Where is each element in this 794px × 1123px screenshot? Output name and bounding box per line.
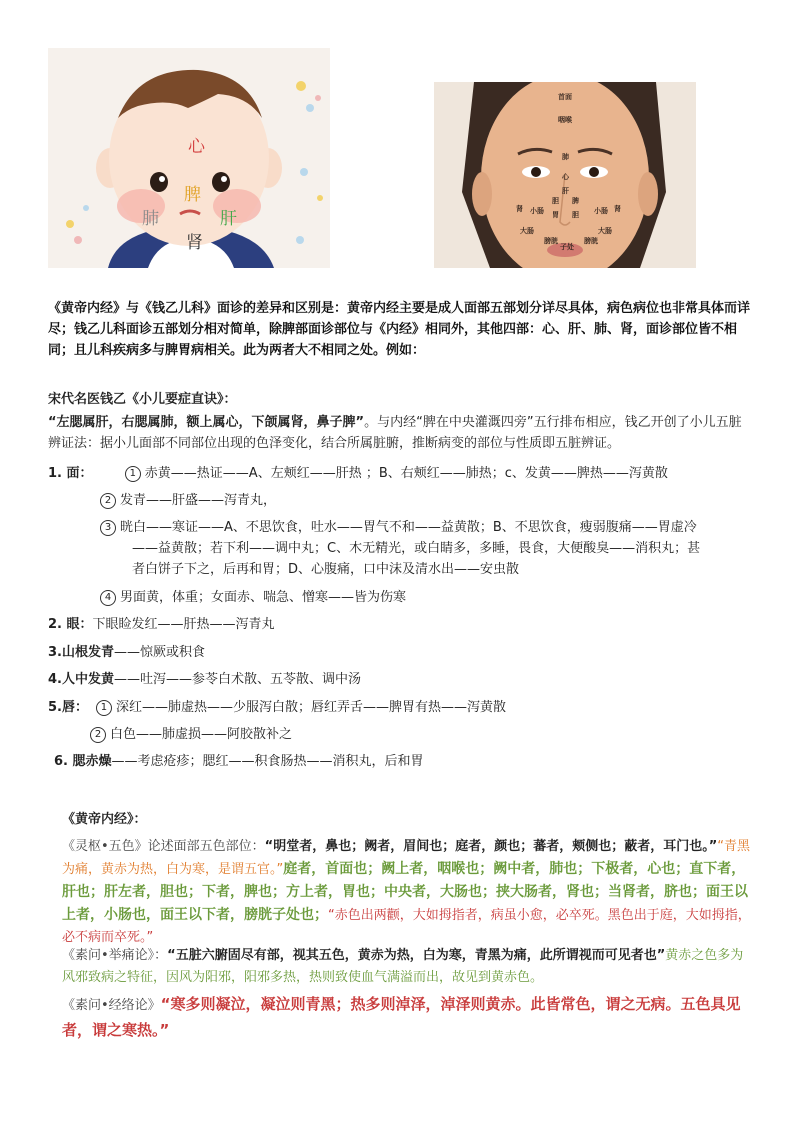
item5-line1 [48,698,506,718]
jingluo-source: 《素问•经络论》 [62,998,161,1013]
lingshu-green-text: 庭者，首面也；阙上者，咽喉也；阙中者，肺也；下极者，心也；直下者，肝也；肝左者，胆也；下者，脾也；方上者，胃也；中央者，大肠也；挟大肠者，肾也；当肾者，脐也；面王以上者，小肠也，面王以下者，膀胱子处也； [62,861,748,923]
intro-paragraph: 《黄帝内经》与《钱乙儿科》面诊的差异和区别是：黄帝内经主要是成人面部五部划分详尽具体，病色病位也非常具体而详尽；钱乙儿科面诊五部划分相对简单，除脾部面诊部位与《内经》相同外，其他四部：心、肝、肺、肾，面诊部位皆不相同；且儿科疾病多与脾胃病相关。此为两者大不相同之处。例如： [48,301,751,358]
woman-label-3: 肺 [562,153,569,161]
item3-label: 3.山根发青 [48,645,114,660]
woman-label-11: 肾 [516,205,523,213]
circled-number-2: 2 [100,493,116,509]
song-quote: “左腮属肝，右腮属肺，额上属心，下颌属肾，鼻子脾” [48,415,365,430]
item4-label: 4.人中发黄 [48,672,114,687]
lingshu-red-text: “赤色出两颧，大如拇指者，病虽小愈，必卒死。黑色出于庭，大如拇指，必不病而卒死。” [62,908,751,945]
circled-number-1: 1 [125,466,141,482]
circled-number-1b: 1 [96,700,112,716]
lingshu-source: 《灵枢•五色》论述面部五色部位： [62,839,265,854]
item1-sub3a: 晄白——寒证——A、不思饮食，吐水——胃气不和——益黄散；B、不思饮食，瘦弱腹痛——胃虚冷 [120,520,697,535]
woman-label-14: 大肠 [598,227,612,235]
item5-label: 5.唇： [48,700,88,715]
woman-label-1: 首面 [558,93,572,101]
item1-sub3c: 者白饼子下之，后再和胃；D、心腹痛，口中沫及清水出——安虫散 [132,562,520,577]
woman-label-8: 小肠 [530,207,544,215]
item5-sub2: 白色——肺虚损——阿胶散补之 [110,727,293,742]
song-text: 。与内经“脾在中央灌溉四旁”五行排布相应，钱乙开创了小儿五脏辨证法：据小儿面部不同部位出现的色泽变化，结合所属脏腑，推断病变的部位与性质即五脏辨证。 [48,415,742,451]
lingshu-quote-2: “青黑为痛，黄赤为热，白为寒，是谓五官。” [62,839,751,877]
jutong-paragraph [62,945,754,989]
woman-label-5: 肝 [562,187,569,195]
item1-line2 [100,491,276,511]
circled-number-2b: 2 [90,727,106,743]
baby-label-spleen: 脾 [184,185,201,205]
woman-label-17: 胆 [572,211,579,219]
item1-sub3b: ——益黄散；若下利——调中丸；C、木无精光，或白睛多，多睡，畏食，大便酸臭——消积丸；甚 [132,541,701,556]
item5-sub1: 深红——肺虚热——少服泻白散；唇红弄舌——脾胃有热——泻黄散 [115,700,506,715]
item3-text: ——惊厥或积食 [113,645,205,660]
item1-sub1: 赤黄——热证——A、左颊红——肝热 ；B、右颊红——肺热；c、发黄——脾热——泻黄散 [144,466,668,481]
baby-label-heart: 心 [188,137,205,157]
item5-line2 [90,725,292,745]
woman-label-18: 子处 [560,243,574,251]
item1-sub2: 发青——肝盛——泻青丸， [120,493,277,508]
item2-line [48,615,275,635]
jutong-green-text: 黄赤之色多为风邪致病之特征，因风为阳邪，阳邪多热，热则致使血气满溢而出，故见到黄赤色。 [62,948,744,985]
circled-number-4: 4 [100,590,116,606]
woman-label-2: 咽喉 [558,116,572,124]
item4-line [48,670,361,690]
item2-label: 2. 眼： [48,617,93,632]
circled-number-3: 3 [100,520,116,536]
woman-label-13: 膀胱 [544,237,558,245]
woman-label-6: 胆 [552,197,559,205]
item1-line4 [100,588,406,608]
jutong-source: 《素问•举痛论》： [62,948,168,963]
item2-text: 下眼睑发红——肝热——泻青丸 [92,617,275,632]
woman-label-9: 胃 [552,211,559,219]
jingluo-paragraph [62,992,754,1042]
woman-label-7: 脾 [572,197,579,205]
woman-label-15: 膀胱 [584,237,598,245]
jingluo-quote: “寒多则凝泣，凝泣则青黑；热多则淖泽，淖泽则黄赤。此皆常色，谓之无病。五色具见者，谓之寒热。” [62,995,741,1039]
item1-line3 [100,518,697,538]
song-heading: 宋代名医钱乙《小儿要症直诀》： [48,392,237,407]
baby-label-lung: 肺 [142,209,159,229]
song-paragraph [48,412,754,454]
item3-line [48,643,205,663]
item4-text: ——吐泻——参苓白术散、五苓散、调中汤 [113,672,361,687]
lingshu-paragraph [62,836,754,949]
baby-label-kidney: 肾 [186,233,203,253]
woman-label-12: 大肠 [520,227,534,235]
woman-label-10: 小肠 [594,207,608,215]
item1-label: 1. 面： [48,466,93,481]
lingshu-quote-1: “明堂者，鼻也；阙者，眉间也；庭者，颜也；蕃者，颊侧也；蔽者，耳门也。” [264,839,718,854]
item6-line [54,752,424,772]
item6-label: 6. 腮赤燥 [54,754,112,769]
woman-label-4: 心 [562,173,569,181]
woman-label-16: 肾 [614,205,621,213]
jutong-quote: “五脏六腑固尽有部，视其五色，黄赤为热，白为寒，青黑为痛，此所谓视而可见者也” [167,948,666,963]
item1-sub4: 男面黄，体重；女面赤、喘急、憎寒——皆为伤寒 [120,590,407,605]
face-zone-photo [434,82,696,268]
huangdi-heading: 《黄帝内经》： [62,812,147,827]
baby-label-liver: 肝 [220,209,237,229]
item1-line1 [48,464,668,484]
item6-text: ——考虑疮疹；腮红——积食肠热——消积丸，后和胃 [111,754,424,769]
baby-face-illustration [48,48,330,268]
